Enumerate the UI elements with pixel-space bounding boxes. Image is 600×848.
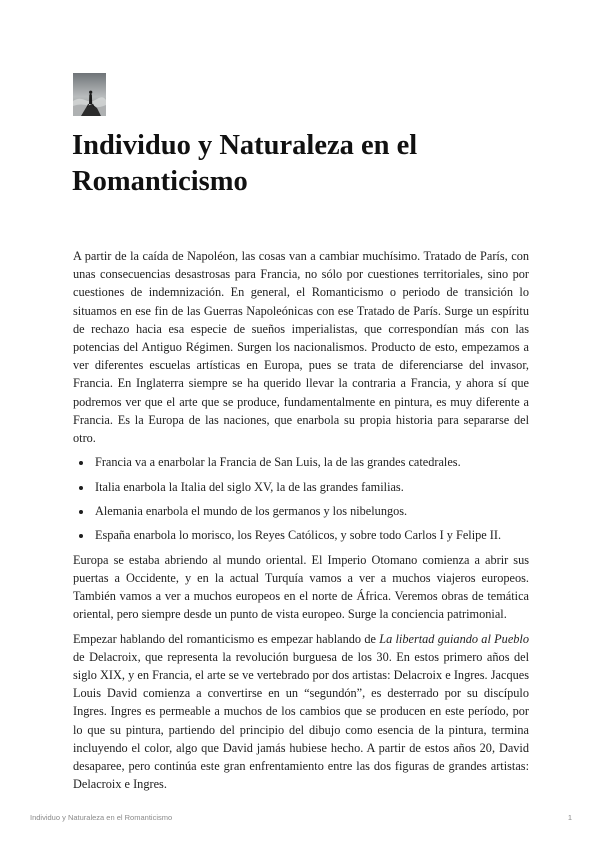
footer-page-number: 1 [567, 813, 572, 822]
nations-list [73, 453, 529, 544]
footer-doc-name: Individuo y Naturaleza en el Romanticismo [30, 813, 173, 822]
paragraph-delacroix [73, 630, 529, 794]
document-body [73, 247, 529, 799]
list-item: • Francia va a enarbolar la Francia de San Luis, la de las grandes catedrales. [93, 453, 529, 471]
paragraph-text: de Delacroix, que representa la revolución burguesa de los 30. En estos primero años del siglo XIX, y en Francia, el arte se ve vertebrado por dos artistas: Delacroix e Ingres. Jacques Louis David comienza a convertirse en un “segundón”, es desterrado por su discípulo Ingres. Ingres es permeable a muchos de los cambios que se producen en este período, por lo que su pintura, partiendo del principio del dibujo como esencia de la pintura, termina incluyendo el color, algo que David jamás hubiese hecho. A partir de estos años 20, David desaparee, pero continúa este gran enfrentamiento entre las dos figuras de grandes artistas: Delacroix e Ingres. [73, 649, 529, 792]
page-title: Individuo y Naturaleza en el Romanticismo [72, 130, 418, 197]
list-item: • Italia enarbola la Italia del siglo XV, la de las grandes familias. [93, 478, 529, 496]
list-item: • Alemania enarbola el mundo de los germanos y los nibelungos. [93, 502, 529, 520]
painting-thumbnail-icon [73, 73, 106, 116]
paragraph-orient: Europa se estaba abriendo al mundo oriental. El Imperio Otomano comienza a abrir sus puertas a Occidente, y en la actual Turquía vamos a ver a muchos viajeros europeos. También vamos a ver a muchos europeos en el norte de África. Veremos obras de temática oriental, pero siempre desde un punto de vista europeo. Surge la conciencia patrimonial. [73, 552, 529, 622]
list-item: • España enarbola lo morisco, los Reyes Católicos, y sobre todo Carlos I y Felipe II. [93, 526, 529, 544]
artwork-title: La libertad guiando al Pueblo [379, 631, 529, 646]
paragraph-text: Empezar hablando del romanticismo es empezar hablando de [73, 631, 380, 646]
paragraph-intro: A partir de la caída de Napoléon, las cosas van a cambiar muchísimo. Tratado de París, con unas consecuencias desastrosas para Francia, no sólo por cuestiones territoriales, sino por cuestiones de indemnización. En general, el Romanticismo o periodo de transición lo situamos en ese fin de las Guerras Napoleónicas con ese Tratado de París. Surge un espíritu de rechazo hacia esa especie de sueños imperialistas, que correspondían más con las potencias del Antiguo Régimen. Surgen los nacionalismos. Producto de esto, empezamos a ver diferentes escuelas artísticas en Europa, pues se trata de diferenciarse del invasor, Francia. En Inglaterra siempre se ha querido llevar la contraria a Francia, y ahora sí que podremos ver que el arte que se produce, fundamentalmente en pintura, es muy diferente a Francia. Es la Europa de las naciones, que enarbola su propia historia para separarse del otro. [73, 249, 529, 446]
